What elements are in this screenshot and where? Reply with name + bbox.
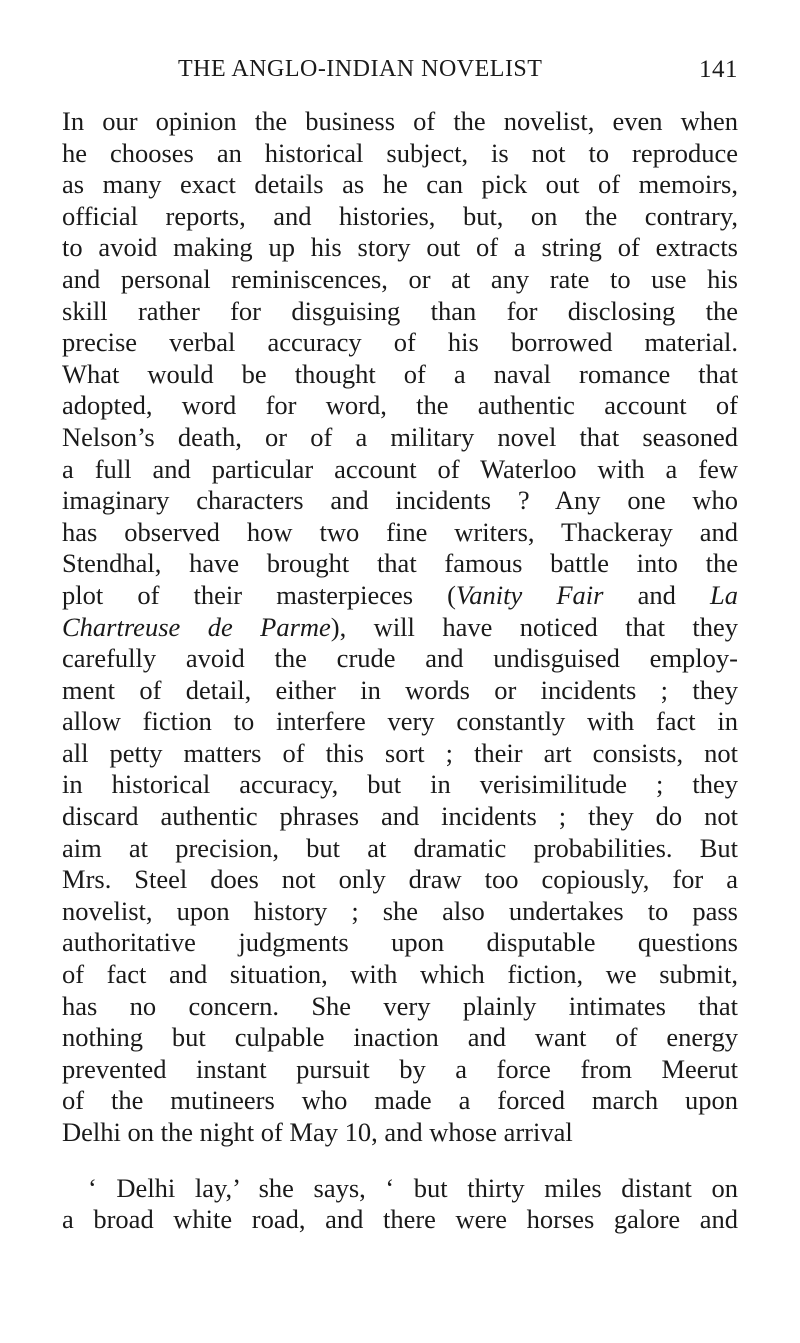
text-line: of the mutineers who made a forced march upon: [62, 1085, 738, 1116]
text-line: a full and particular account of Waterloo with a few: [62, 453, 738, 484]
text-line: of fact and situation, with which fiction, we submit,: [62, 959, 738, 990]
text-line: In our opinion the business of the novelist, even when: [62, 106, 738, 136]
text-line: authoritative judgments upon disputable questions: [62, 927, 738, 958]
text-line: Stendhal, have brought that famous battle into the: [62, 548, 738, 579]
text-line-with-titles: [62, 612, 738, 644]
text-fragment: ), will have noticed that they: [330, 611, 738, 642]
quote-paragraph: [62, 1173, 738, 1236]
text-line: Delhi on the night of May 10, and whose arrival: [62, 1117, 573, 1147]
text-line: he chooses an historical subject, is not to reproduce: [62, 137, 738, 168]
text-line: precise verbal accuracy of his borrowed material.: [62, 327, 738, 358]
text-line: nothing but culpable inaction and want of energy: [62, 1022, 738, 1053]
text-line: carefully avoid the crude and undisguised employ-: [62, 643, 738, 674]
text-line: Mrs. Steel does not only draw too copiously, for a: [62, 864, 738, 895]
text-line: imaginary characters and incidents ? Any one who: [62, 485, 738, 516]
text-line: What would be thought of a naval romance that: [62, 358, 738, 389]
text-line: skill rather for disguising than for disclosing the: [62, 295, 738, 326]
book-title-la-chartreuse-start: La: [709, 579, 738, 610]
text-line: ‘ Delhi lay,’ she says, ‘ but thirty miles distant on: [88, 1172, 738, 1203]
text-line: adopted, word for word, the authentic account of: [62, 390, 738, 421]
text-line-with-titles: [62, 580, 738, 612]
text-line: has no concern. She very plainly intimates that: [62, 990, 738, 1021]
text-line: ment of detail, either in words or incidents ; they: [62, 674, 738, 705]
text-line: all petty matters of this sort ; their art consists, not: [62, 737, 738, 768]
text-line: discard authentic phrases and incidents ; they do not: [62, 801, 738, 832]
text-line: prevented instant pursuit by a force from Meerut: [62, 1053, 738, 1084]
text-line: allow fiction to interfere very constantly with fact in: [62, 706, 738, 737]
text-line: official reports, and histories, but, on the contrary,: [62, 200, 738, 231]
text-fragment: and: [603, 579, 710, 610]
text-line: a broad white road, and there were horses galore and: [62, 1204, 738, 1235]
text-line: has observed how two fine writers, Thackeray and: [62, 516, 738, 547]
book-title-chartreuse-de-parme: Chartreuse de Parme: [62, 611, 331, 642]
body-paragraph: [62, 106, 738, 1149]
running-title: THE ANGLO-INDIAN NOVELIST: [178, 56, 543, 82]
text-line: in historical accuracy, but in verisimilitude ; they: [62, 769, 738, 800]
text-line: to avoid making up his story out of a string of extracts: [62, 232, 738, 263]
text-fragment: plot of their masterpieces (: [62, 579, 457, 610]
text-line: novelist, upon history ; she also undertakes to pass: [62, 895, 738, 926]
book-page: [62, 56, 738, 1236]
text-line: and personal reminiscences, or at any rate to use his: [62, 263, 738, 294]
text-line: Nelson’s death, or of a military novel that seasoned: [62, 421, 738, 452]
running-head: [62, 56, 738, 94]
text-line: aim at precision, but at dramatic probabilities. But: [62, 832, 738, 863]
text-line: as many exact details as he can pick out of memoirs,: [62, 169, 738, 200]
page-number: 141: [699, 56, 738, 83]
book-title-vanity-fair: Vanity Fair: [456, 579, 604, 610]
